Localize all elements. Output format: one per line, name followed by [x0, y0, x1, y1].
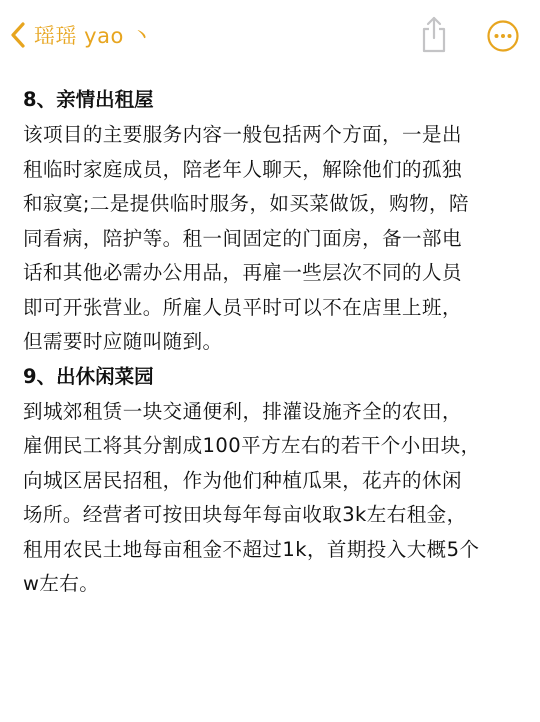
- paragraph-line: 租用农民土地每亩租金不超过1k，首期投入大概5个: [23, 537, 480, 561]
- more-icon: [486, 38, 520, 57]
- paragraph-line: w左右。: [23, 572, 100, 595]
- section-heading: 8、亲情出租屋: [23, 88, 154, 111]
- more-options-button[interactable]: [486, 19, 520, 53]
- share-button[interactable]: [418, 15, 450, 53]
- paragraph-line: 同看病，陪护等。租一间固定的门面房，备一部电: [23, 226, 462, 250]
- chevron-left-icon: [10, 22, 26, 48]
- paragraph-line: 该项目的主要服务内容一般包括两个方面，一是出: [23, 123, 462, 146]
- note-section: [23, 363, 523, 605]
- note-body[interactable]: [23, 86, 523, 605]
- paragraph-line: 向城区居民招租，作为他们种植瓜果，花卉的休闲: [23, 468, 462, 492]
- navigation-bar: [0, 0, 540, 72]
- paragraph-line: 和寂寞;二是提供临时服务，如买菜做饭，购物，陪: [23, 192, 469, 215]
- paragraph-line: 场所。经营者可按田块每年每亩收取3k左右租金，: [23, 503, 467, 526]
- share-icon: [418, 38, 450, 57]
- back-label: 瑶瑶 yao 丶: [34, 24, 153, 48]
- paragraph-line: 即可开张营业。所雇人员平时可以不在店里上班，: [23, 295, 462, 319]
- section-heading: 9、出休闲菜园: [23, 364, 154, 388]
- paragraph-line: 但需要时应随叫随到。: [23, 330, 223, 353]
- back-button[interactable]: [10, 18, 153, 52]
- note-section: [23, 86, 523, 363]
- paragraph-line: 租临时家庭成员，陪老年人聊天，解除他们的孤独: [23, 157, 462, 181]
- paragraph-line: 话和其他必需办公用品，再雇一些层次不同的人员: [23, 261, 462, 284]
- paragraph-line: 雇佣民工将其分割成100平方左右的若干个小田块，: [23, 434, 481, 457]
- paragraph-line: 到城郊租赁一块交通便利，排灌设施齐全的农田，: [23, 399, 462, 423]
